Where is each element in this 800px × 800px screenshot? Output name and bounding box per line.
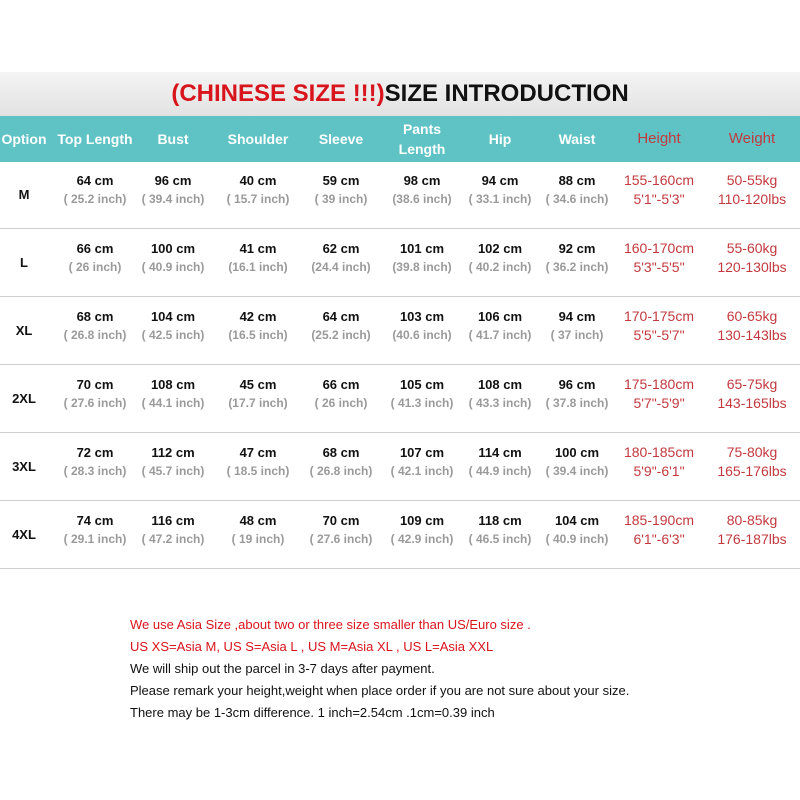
measurement-cell-bust [133,161,213,219]
inch-value: ( 39.4 inch) [545,464,609,478]
measurement-cell-hip [460,297,540,355]
weight-cell [706,161,798,219]
measurement-cell-shoulder [218,433,298,491]
column-header-hip: Hip [488,131,512,147]
cm-value: 100 cm [150,241,196,256]
measurement-cell-waist [537,501,617,559]
inch-value: (39.8 inch) [392,260,452,274]
inch-value: ( 18.5 inch) [226,464,290,478]
measurement-cell-hip [460,161,540,219]
height-line: 5'9"-6'1" [633,463,685,479]
column-header-height: Height [637,130,681,147]
measurement-cell-bust [133,229,213,287]
inch-value: ( 42.1 inch) [390,464,454,478]
inch-value: ( 29.1 inch) [63,532,127,546]
measurement-cell-shoulder [218,161,298,219]
note-line: We will ship out the parcel in 3-7 days after payment. [130,661,435,676]
inch-value: ( 44.9 inch) [468,464,532,478]
height-cell [613,229,705,287]
height-cell [613,501,705,559]
cm-value: 41 cm [239,241,277,256]
size-notes [130,614,629,724]
note-line: We use Asia Size ,about two or three size smaller than US/Euro size . [130,617,531,632]
measurement-cell-shoulder [218,365,298,423]
inch-value: (40.6 inch) [392,328,452,342]
cm-value: 94 cm [481,173,519,188]
measurement-cell-top-length [55,365,135,423]
height-line: 5'1"-5'3" [633,191,685,207]
cm-value: 98 cm [403,173,441,188]
inch-value: ( 39 inch) [314,192,368,206]
measurement-cell-bust [133,433,213,491]
cm-value: 62 cm [322,241,360,256]
measurement-cell-bust [133,297,213,355]
inch-value: ( 40.9 inch) [141,260,205,274]
inch-value: (17.7 inch) [228,396,288,410]
cm-value: 59 cm [322,173,360,188]
measurement-cell-waist [537,365,617,423]
weight-line: 55-60kg [726,240,778,256]
measurement-cell-sleeve [301,365,381,423]
measurement-cell-pants-length [382,161,462,219]
measurement-cell-shoulder [218,297,298,355]
inch-value: ( 40.2 inch) [468,260,532,274]
cm-value: 94 cm [558,309,596,324]
cm-value: 108 cm [477,377,523,392]
inch-value: ( 26.8 inch) [63,328,127,342]
cm-value: 108 cm [150,377,196,392]
cm-value: 116 cm [151,513,195,528]
measurement-cell-pants-length [382,433,462,491]
inch-value: ( 15.7 inch) [226,192,290,206]
cm-value: 74 cm [76,513,114,528]
height-line: 175-180cm [623,376,695,392]
measurement-cell-hip [460,501,540,559]
column-header-top-length: Top Length [57,131,133,147]
height-line: 5'7"-5'9" [633,395,685,411]
measurement-cell-sleeve [301,297,381,355]
measurement-cell-waist [537,161,617,219]
table-row [0,229,800,297]
inch-value: ( 41.3 inch) [390,396,454,410]
weight-line: 75-80kg [726,444,778,460]
cm-value: 68 cm [76,309,114,324]
cm-value: 42 cm [239,309,277,324]
height-line: 170-175cm [623,308,695,324]
weight-line: 65-75kg [726,376,778,392]
inch-value: ( 28.3 inch) [63,464,127,478]
size-label: XL [15,323,33,338]
cm-value: 96 cm [558,377,596,392]
measurement-cell-shoulder [218,229,298,287]
note-line: Please remark your height,weight when place order if you are not sure about your size. [130,683,630,698]
cm-value: 70 cm [76,377,114,392]
inch-value: ( 40.9 inch) [545,532,609,546]
column-header-bust: Bust [157,131,189,147]
height-line: 6'1"-6'3" [633,531,685,547]
title-black-part: SIZE INTRODUCTION [384,80,629,107]
inch-value: ( 42.9 inch) [390,532,454,546]
cm-value: 109 cm [399,513,445,528]
inch-value: ( 25.2 inch) [63,192,127,206]
measurement-cell-pants-length [382,229,462,287]
inch-value: ( 19 inch) [231,532,285,546]
weight-cell [706,501,798,559]
cm-value: 114 cm [478,445,522,460]
inch-value: ( 26 inch) [314,396,368,410]
weight-cell [706,297,798,355]
measurement-cell-pants-length [382,365,462,423]
inch-value: ( 43.3 inch) [468,396,532,410]
measurement-cell-top-length [55,297,135,355]
cm-value: 48 cm [239,513,277,528]
weight-line: 130-143lbs [717,327,787,343]
cm-value: 92 cm [558,241,596,256]
inch-value: ( 39.4 inch) [141,192,205,206]
note-line: There may be 1-3cm difference. 1 inch=2.54cm .1cm=0.39 inch [130,705,495,720]
cm-value: 104 cm [554,513,600,528]
weight-cell [706,433,798,491]
cm-value: 96 cm [154,173,192,188]
inch-value: (16.1 inch) [228,260,288,274]
inch-value: ( 27.6 inch) [309,532,373,546]
cm-value: 107 cm [399,445,445,460]
inch-value: (38.6 inch) [392,192,452,206]
cm-value: 106 cm [477,309,523,324]
inch-value: ( 42.5 inch) [141,328,205,342]
weight-line: 176-187lbs [717,531,787,547]
cm-value: 105 cm [399,377,445,392]
inch-value: ( 37.8 inch) [545,396,609,410]
weight-line: 60-65kg [726,308,778,324]
weight-cell [706,365,798,423]
weight-line: 165-176lbs [717,463,787,479]
measurement-cell-hip [460,433,540,491]
measurement-cell-top-length [55,161,135,219]
weight-line: 143-165lbs [717,395,787,411]
measurement-cell-waist [537,433,617,491]
cm-value: 45 cm [239,377,277,392]
cm-value: 64 cm [322,309,360,324]
inch-value: ( 26 inch) [68,260,122,274]
cm-value: 100 cm [554,445,600,460]
inch-value: ( 37 inch) [550,328,604,342]
measurement-cell-waist [537,229,617,287]
measurement-cell-pants-length [382,297,462,355]
column-header-option: Option [1,131,47,147]
measurement-cell-sleeve [301,229,381,287]
column-header-weight: Weight [728,130,776,147]
inch-value: ( 26.8 inch) [309,464,373,478]
height-cell [613,297,705,355]
inch-value: ( 41.7 inch) [468,328,532,342]
cm-value: 118 cm [478,513,522,528]
table-row [0,433,800,501]
measurement-cell-hip [460,365,540,423]
cm-value: 104 cm [150,309,196,324]
note-line: US XS=Asia M, US S=Asia L , US M=Asia XL , US L=Asia XXL [130,639,494,654]
height-line: 155-160cm [623,172,695,188]
cm-value: 112 cm [151,445,195,460]
measurement-cell-pants-length [382,501,462,559]
cm-value: 103 cm [399,309,445,324]
measurement-cell-bust [133,501,213,559]
measurement-cell-top-length [55,433,135,491]
size-label: L [20,255,28,270]
cm-value: 40 cm [239,173,277,188]
measurement-cell-top-length [55,229,135,287]
column-header-waist: Waist [558,131,596,147]
cm-value: 47 cm [239,445,277,460]
height-cell [613,433,705,491]
inch-value: ( 34.6 inch) [545,192,609,206]
table-header-row [0,116,800,162]
cm-value: 88 cm [558,173,596,188]
inch-value: (25.2 inch) [311,328,371,342]
measurement-cell-shoulder [218,501,298,559]
weight-line: 120-130lbs [717,259,787,275]
measurement-cell-waist [537,297,617,355]
table-row [0,501,800,569]
inch-value: ( 33.1 inch) [468,192,532,206]
column-header-pants-length: Pants Length [398,121,446,157]
size-label: M [18,187,30,202]
measurement-cell-bust [133,365,213,423]
page-title [0,72,800,116]
inch-value: ( 47.2 inch) [141,532,205,546]
height-cell [613,161,705,219]
inch-value: ( 45.7 inch) [141,464,205,478]
weight-line: 50-55kg [726,172,778,188]
measurement-cell-top-length [55,501,135,559]
height-cell [613,365,705,423]
size-label: 2XL [12,391,36,406]
measurement-cell-sleeve [301,433,381,491]
table-row [0,297,800,365]
column-header-sleeve: Sleeve [318,131,364,147]
weight-cell [706,229,798,287]
inch-value: ( 44.1 inch) [141,396,205,410]
height-line: 180-185cm [623,444,695,460]
size-label: 4XL [12,527,36,542]
inch-value: (24.4 inch) [311,260,371,274]
cm-value: 102 cm [477,241,523,256]
table-row [0,365,800,433]
weight-line: 80-85kg [726,512,778,528]
inch-value: (16.5 inch) [228,328,288,342]
height-line: 160-170cm [623,240,695,256]
inch-value: ( 46.5 inch) [468,532,532,546]
cm-value: 66 cm [322,377,360,392]
inch-value: ( 27.6 inch) [63,396,127,410]
measurement-cell-sleeve [301,501,381,559]
cm-value: 66 cm [76,241,114,256]
cm-value: 72 cm [76,445,114,460]
cm-value: 70 cm [322,513,360,528]
table-row [0,161,800,229]
height-line: 185-190cm [623,512,695,528]
measurement-cell-hip [460,229,540,287]
inch-value: ( 36.2 inch) [545,260,609,274]
height-line: 5'5"-5'7" [633,327,685,343]
weight-line: 110-120lbs [717,191,787,207]
height-line: 5'3"-5'5" [633,259,685,275]
size-label: 3XL [12,459,36,474]
cm-value: 64 cm [76,173,114,188]
column-header-shoulder: Shoulder [227,131,289,147]
title-red-part: (CHINESE SIZE !!!) [171,80,385,107]
cm-value: 101 cm [399,241,445,256]
cm-value: 68 cm [322,445,360,460]
measurement-cell-sleeve [301,161,381,219]
